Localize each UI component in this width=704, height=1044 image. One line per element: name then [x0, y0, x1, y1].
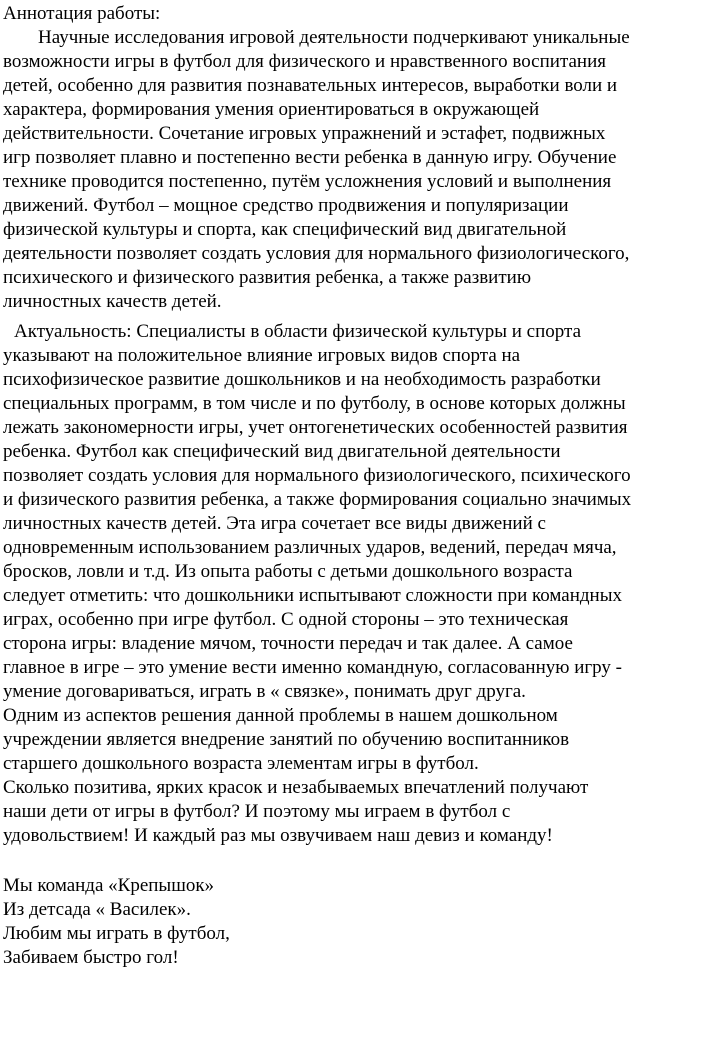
text-line: главное в игре – это умение вести именно командную, согласованную игру -	[3, 657, 622, 678]
text-line: технике проводится постепенно, путём усложнения условий и выполнения	[3, 171, 612, 192]
text-line: психофизическое развитие дошкольников и на необходимость разработки	[3, 369, 601, 390]
text-line: одновременным использованием различных ударов, ведений, передач мяча,	[3, 537, 617, 558]
text-line: ребенка. Футбол как специфический вид двигательной деятельности	[3, 441, 561, 462]
text-line: Одним из аспектов решения данной проблемы в нашем дошкольном	[3, 705, 558, 726]
text-line: лежать закономерности игры, учет онтогенетических особенностей развития	[3, 417, 628, 438]
text-line: возможности игры в футбол для физического и нравственного воспитания	[3, 51, 606, 72]
text-line: бросков, ловли и т.д. Из опыта работы с детьми дошкольного возраста	[3, 561, 573, 582]
text-line: деятельности позволяет создать условия для нормального физиологического,	[3, 243, 630, 264]
text-line: психического и физического развития ребенка, а также развитию	[3, 267, 532, 288]
text-line: личностных качеств детей.	[3, 291, 222, 312]
text-line: указывают на положительное влияние игровых видов спорта на	[3, 345, 521, 366]
text-line: движений. Футбол – мощное средство продвижения и популяризации	[3, 195, 569, 216]
text-line: позволяет создать условия для нормального физиологического, психического	[3, 465, 631, 486]
text-line: игр позволяет плавно и постепенно вести ребенка в данную игру. Обучение	[3, 147, 617, 168]
text-line: Сколько позитива, ярких красок и незабываемых впечатлений получают	[3, 777, 589, 798]
text-line: играх, особенно при игре футбол. С одной стороны – это техническая	[3, 609, 569, 630]
text-line: специальных программ, в том числе и по футболу, в основе которых должны	[3, 393, 626, 414]
text-line: старшего дошкольного возраста элементам игры в футбол.	[3, 753, 479, 774]
relevance-heading-line: Актуальность: Специалисты в области физической культуры и спорта	[14, 321, 582, 342]
text-line: и физического развития ребенка, а также формирования социально значимых	[3, 489, 632, 510]
motto-line: Забиваем быстро гол!	[3, 947, 179, 968]
text-line: учреждении является внедрение занятий по обучению воспитанников	[3, 729, 570, 750]
motto-line: Мы команда «Крепышок»	[3, 875, 215, 896]
text-line: личностных качеств детей. Эта игра сочетает все виды движений с	[3, 513, 546, 534]
text-line: детей, особенно для развития познавательных интересов, выработки воли и	[3, 75, 618, 96]
text-line: наши дети от игры в футбол? И поэтому мы играем в футбол с	[3, 801, 511, 822]
text-line: умение договариваться, играть в « связке», понимать друг друга.	[3, 681, 526, 702]
annotation-heading: Аннотация работы:	[3, 3, 161, 24]
motto-line: Любим мы играть в футбол,	[3, 923, 230, 944]
text-line: действительности. Сочетание игровых упражнений и эстафет, подвижных	[3, 123, 606, 144]
text-line: характера, формирования умения ориентироваться в окружающей	[3, 99, 540, 120]
text-line: сторона игры: владение мячом, точности передач и так далее. А самое	[3, 633, 573, 654]
text-line: физической культуры и спорта, как специфический вид двигательной	[3, 219, 567, 240]
text-line: следует отметить: что дошкольники испытывают сложности при командных	[3, 585, 622, 606]
text-line: удовольствием! И каждый раз мы озвучиваем наш девиз и команду!	[3, 825, 553, 846]
text-line: Научные исследования игровой деятельности подчеркивают уникальные	[38, 27, 630, 48]
motto-line: Из детсада « Василек».	[3, 899, 191, 920]
